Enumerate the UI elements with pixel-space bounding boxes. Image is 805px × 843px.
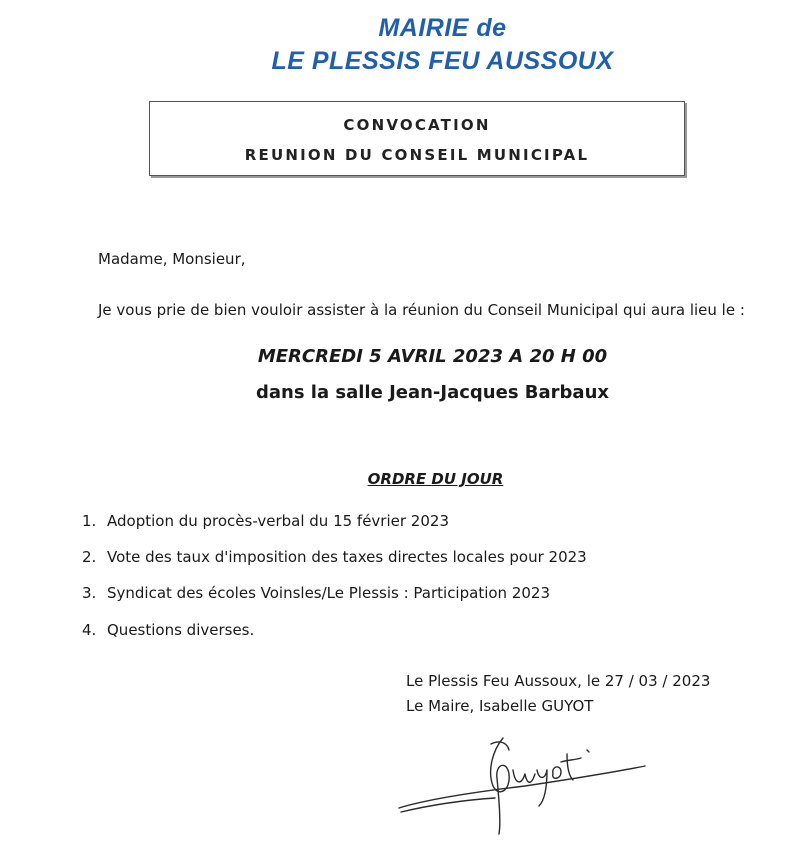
agenda-item-text: Syndicat des écoles Voinsles/Le Plessis : Participation 2023 (107, 584, 550, 602)
meeting-room: dans la salle Jean-Jacques Barbaux (255, 382, 610, 403)
agenda-item-text: Adoption du procès-verbal du 15 février 2023 (107, 512, 449, 530)
agenda-item (82, 512, 449, 530)
convocation-box (149, 101, 685, 176)
meeting-date: MERCREDI 5 AVRIL 2023 A 20 H 00 (257, 346, 608, 367)
convocation-heading: CONVOCATION (343, 116, 491, 134)
agenda-item-text: Vote des taux d'imposition des taxes directes locales pour 2023 (107, 548, 587, 566)
mairie-title: MAIRIE de (378, 14, 507, 42)
agenda-item-number: 4. (82, 621, 97, 639)
signature-image (395, 730, 655, 840)
agenda-item-number: 1. (82, 512, 97, 530)
place-date: Le Plessis Feu Aussoux, le 27 / 03 / 2023 (406, 672, 711, 690)
signatory: Le Maire, Isabelle GUYOT (406, 697, 594, 715)
agenda-item-number: 2. (82, 548, 97, 566)
greeting: Madame, Monsieur, (98, 250, 246, 268)
commune-title: LE PLESSIS FEU AUSSOUX (271, 47, 614, 75)
agenda-item (82, 621, 254, 639)
meeting-heading: REUNION DU CONSEIL MUNICIPAL (244, 146, 590, 164)
agenda-item (82, 548, 587, 566)
intro-text: Je vous prie de bien vouloir assister à la réunion du Conseil Municipal qui aura lieu le : (98, 301, 745, 319)
agenda-item-text: Questions diverses. (107, 621, 255, 639)
agenda-item-number: 3. (82, 584, 97, 602)
agenda-item (82, 584, 550, 602)
agenda-title: ORDRE DU JOUR (367, 470, 504, 488)
